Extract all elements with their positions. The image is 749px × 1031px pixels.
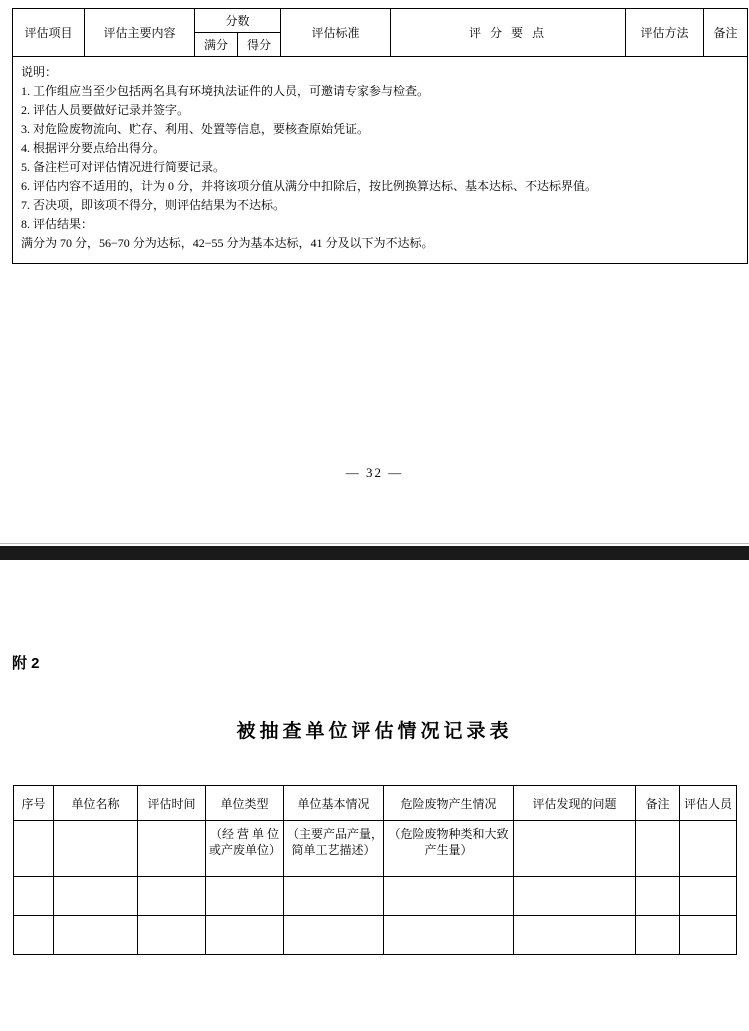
hint-line: 产生量） [424,843,473,857]
hint-line: 或产废单位） [209,843,282,857]
table-row [14,821,737,877]
cell-index[interactable] [14,877,54,916]
header-score-full: 满分 [195,33,238,57]
header-remark: 备注 [636,786,680,821]
cell-remark[interactable] [636,916,680,955]
evaluation-table [12,8,748,264]
header-project: 评估项目 [13,9,85,57]
page-title: 被抽查单位评估情况记录表 [236,721,513,742]
page-separator-band [0,546,749,560]
notes-title: 说明： [21,65,58,79]
hint-line: （经 营 单 位 [209,827,279,841]
cell-hw-status-hint [384,821,514,877]
cell-unit-type-hint [206,821,284,877]
note-line: 8. 评估结果： [21,217,94,231]
cell-found-problems[interactable] [514,877,636,916]
evaluation-table-wrapper [12,8,737,264]
header-criteria: 评估标准 [281,9,391,57]
page-number: — 32 — [345,465,404,480]
cell-unit-type[interactable] [206,916,284,955]
cell-found-problems[interactable] [514,821,636,877]
note-line: 2. 评估人员要做好记录并签字。 [21,103,190,117]
note-line: 5. 备注栏可对评估情况进行简要记录。 [21,160,226,174]
cell-basic-info-hint [284,821,384,877]
header-eval-time: 评估时间 [138,786,206,821]
note-line: 7. 否决项，即该项不得分，则评估结果为不达标。 [21,198,286,212]
cell-unit-name[interactable] [54,916,138,955]
hint-line: 简单工艺描述） [291,843,376,857]
appendix-label: 附 2 [12,655,40,672]
header-score-got: 得分 [238,33,281,57]
table-row [14,916,737,955]
table-row [14,877,737,916]
notes-cell [13,57,748,264]
record-table [13,785,737,955]
table-notes-row [13,57,748,264]
cell-eval-time[interactable] [138,877,206,916]
cell-hw-status[interactable] [384,877,514,916]
header-main-content: 评估主要内容 [85,9,195,57]
cell-evaluators[interactable] [680,916,737,955]
cell-index[interactable] [14,821,54,877]
cell-eval-time[interactable] [138,916,206,955]
note-line: 6. 评估内容不适用的，计为 0 分，并将该项分值从满分中扣除后，按比例换算达标、基本达标、不达标界值。 [21,179,598,193]
header-unit-name: 单位名称 [54,786,138,821]
record-table-wrapper [13,785,736,955]
note-line: 4. 根据评分要点给出得分。 [21,141,166,155]
cell-eval-time[interactable] [138,821,206,877]
header-index: 序号 [14,786,54,821]
cell-basic-info[interactable] [284,877,384,916]
table-row [14,786,737,821]
cell-index[interactable] [14,916,54,955]
header-hw-status: 危险废物产生情况 [384,786,514,821]
header-found-problems: 评估发现的问题 [514,786,636,821]
cell-basic-info[interactable] [284,916,384,955]
cell-found-problems[interactable] [514,916,636,955]
hint-line: （主要产品产量， [287,827,384,841]
header-method: 评估方法 [626,9,704,57]
cell-unit-type[interactable] [206,877,284,916]
cell-hw-status[interactable] [384,916,514,955]
table-header-row-1 [13,9,748,33]
cell-unit-name[interactable] [54,877,138,916]
page-separator-line [0,543,749,544]
cell-evaluators[interactable] [680,821,737,877]
cell-remark[interactable] [636,821,680,877]
header-score-group: 分数 [195,9,281,33]
header-remark: 备注 [704,9,748,57]
header-unit-type: 单位类型 [206,786,284,821]
cell-evaluators[interactable] [680,877,737,916]
header-basic-info: 单位基本情况 [284,786,384,821]
note-line: 3. 对危险废物流向、贮存、利用、处置等信息，要核查原始凭证。 [21,122,370,136]
cell-unit-name[interactable] [54,821,138,877]
hint-line: （危险废物种类和大致 [388,827,509,841]
cell-remark[interactable] [636,877,680,916]
header-key-points: 评 分 要 点 [391,9,626,57]
note-line: 1. 工作组应当至少包括两名具有环境执法证件的人员，可邀请专家参与检查。 [21,84,430,98]
header-evaluators: 评估人员 [680,786,737,821]
note-line: 满分为 70 分，56−70 分为达标，42−55 分为基本达标，41 分及以下为不达标。 [21,236,434,250]
